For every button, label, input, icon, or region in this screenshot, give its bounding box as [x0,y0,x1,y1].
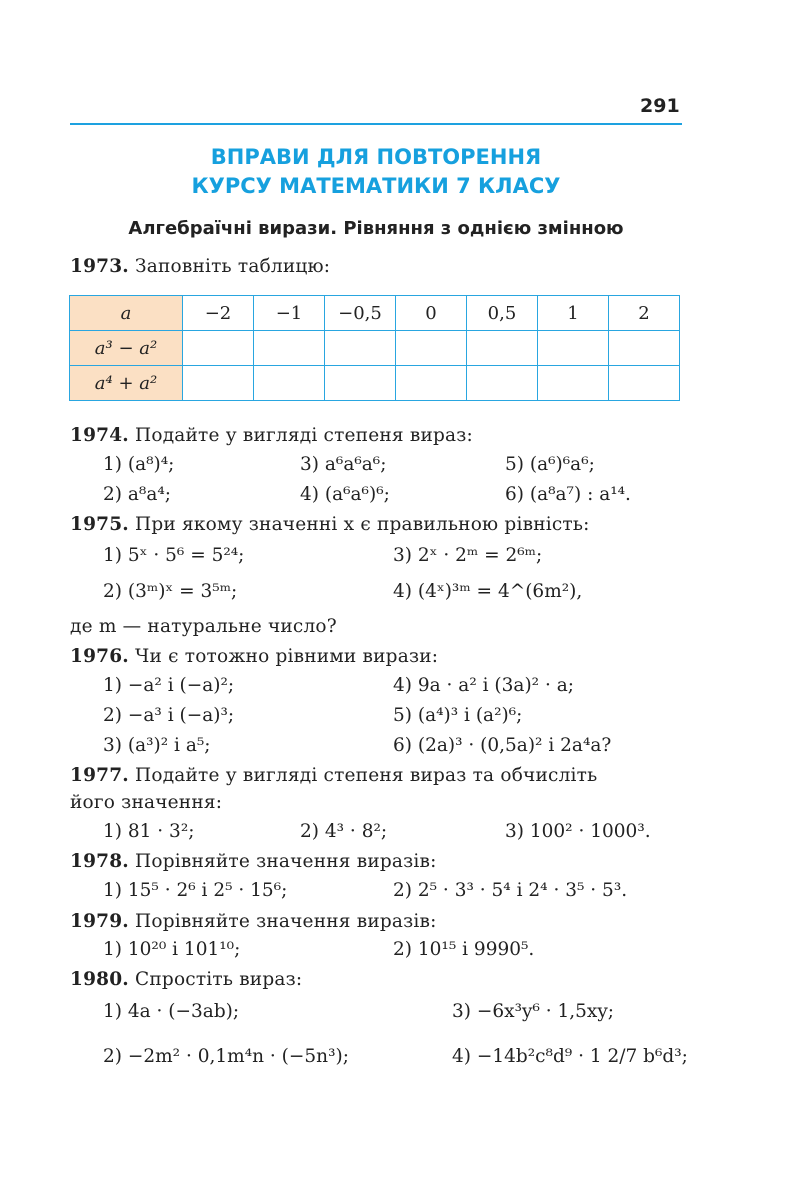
table-row [70,296,680,331]
table-header-cell: a [70,296,183,331]
list-item: 4) 9a · a² і (3a)² · a; [393,675,574,696]
table-cell [254,366,325,401]
exercise-text: Подайте у вигляді степеня вираз та обчисліть [135,765,598,786]
exercise-text: При якому значенні x є правильною рівність: [135,514,590,535]
exercise-text: Подайте у вигляді степеня вираз: [135,425,473,446]
chapter-title [70,143,682,201]
list-item: 1) (a⁸)⁴; [103,454,175,475]
list-item: 3) 2ˣ · 2ᵐ = 2⁶ᵐ; [393,545,543,566]
list-item: 2) 2⁵ · 3³ · 5⁴ і 2⁴ · 3⁵ · 5³. [393,880,628,901]
list-item: 2) (3ᵐ)ˣ = 3⁵ᵐ; [103,581,238,602]
list-item: 3) a⁶a⁶a⁶; [300,454,387,475]
list-item: 1) 81 · 3²; [103,821,195,842]
list-item: 2) a⁸a⁴; [103,484,171,505]
table-cell [609,366,680,401]
table-row [70,331,680,366]
header-rule [70,123,682,125]
table-cell [183,366,254,401]
exercise-1979 [70,911,437,932]
table-cell [467,331,538,366]
list-item: 1) 15⁵ · 2⁶ і 2⁵ · 15⁶; [103,880,288,901]
exercise-text: Заповніть таблицю: [135,256,331,277]
table-cell: 0,5 [467,296,538,331]
list-item: 2) −a³ і (−a)³; [103,705,235,726]
table-header-cell: a³ − a² [70,331,183,366]
list-item: 3) −6x³y⁶ · 1,5xy; [452,1001,615,1022]
table-cell [396,366,467,401]
exercise-text: Порівняйте значення виразів: [135,851,437,872]
list-item: 5) (a⁶)⁶a⁶; [505,454,595,475]
exercise-text: Чи є тотожно рівними вирази: [135,646,439,667]
chapter-title-line1: ВПРАВИ ДЛЯ ПОВТОРЕННЯ [210,145,542,169]
table-cell: 0 [396,296,467,331]
list-item: 6) (2a)³ · (0,5a)² і 2a⁴a? [393,735,612,756]
table-row [70,366,680,401]
exercise-number: 1974. [70,425,129,446]
list-item: 1) 5ˣ · 5⁶ = 5²⁴; [103,545,245,566]
exercise-1977 [70,765,597,786]
exercise-number: 1977. [70,765,129,786]
table-cell [325,331,396,366]
exercise-1976 [70,646,438,667]
table-cell [396,331,467,366]
table-cell: 2 [609,296,680,331]
table-cell [538,331,609,366]
exercise-number: 1978. [70,851,129,872]
list-item: 1) 4a · (−3ab); [103,1001,240,1022]
page-number: 291 [640,95,680,117]
table-header-cell: a⁴ + a² [70,366,183,401]
list-item: 4) −14b²c⁸d⁹ · 1 2/7 b⁶d³; [452,1046,688,1067]
exercise-1973 [70,256,330,277]
list-item: 1) −a² і (−a)²; [103,675,235,696]
table-cell: −1 [254,296,325,331]
list-item: 6) (a⁸a⁷) : a¹⁴. [505,484,631,505]
table-cell [609,331,680,366]
table-cell [183,331,254,366]
table-cell [538,366,609,401]
exercise-number: 1980. [70,969,129,990]
list-item: 5) (a⁴)³ і (a²)⁶; [393,705,523,726]
list-item: 3) 100² · 1000³. [505,821,651,842]
exercise-number: 1973. [70,256,129,277]
values-table [69,295,680,401]
list-item: 2) 10¹⁵ і 9990⁵. [393,939,535,960]
exercise-text: Спростіть вираз: [135,969,303,990]
table-cell: −0,5 [325,296,396,331]
exercise-number: 1979. [70,911,129,932]
chapter-title-line2: КУРСУ МАТЕМАТИКИ 7 КЛАСУ [191,174,561,198]
list-item: 4) (4ˣ)³ᵐ = 4^(6m²), [393,581,583,602]
exercise-text: Порівняйте значення виразів: [135,911,437,932]
list-item: 4) (a⁶a⁶)⁶; [300,484,390,505]
exercise-number: 1975. [70,514,129,535]
list-item: 2) −2m² · 0,1m⁴n · (−5n³); [103,1046,349,1067]
exercise-number: 1976. [70,646,129,667]
table-cell: −2 [183,296,254,331]
list-item: 1) 10²⁰ і 101¹⁰; [103,939,241,960]
list-item: 2) 4³ · 8²; [300,821,388,842]
section-title: Алгебраїчні вирази. Рівняння з однією змінною [128,218,624,239]
exercise-1975 [70,514,590,535]
list-item: 3) (a³)² і a⁵; [103,735,211,756]
table-cell: 1 [538,296,609,331]
exercise-1974 [70,425,473,446]
table-cell [325,366,396,401]
exercise-1978 [70,851,437,872]
table-cell [467,366,538,401]
exercise-note: де m — натуральне число? [70,616,337,637]
table-cell [254,331,325,366]
exercise-1980 [70,969,302,990]
exercise-text-continued: його значення: [70,792,223,813]
